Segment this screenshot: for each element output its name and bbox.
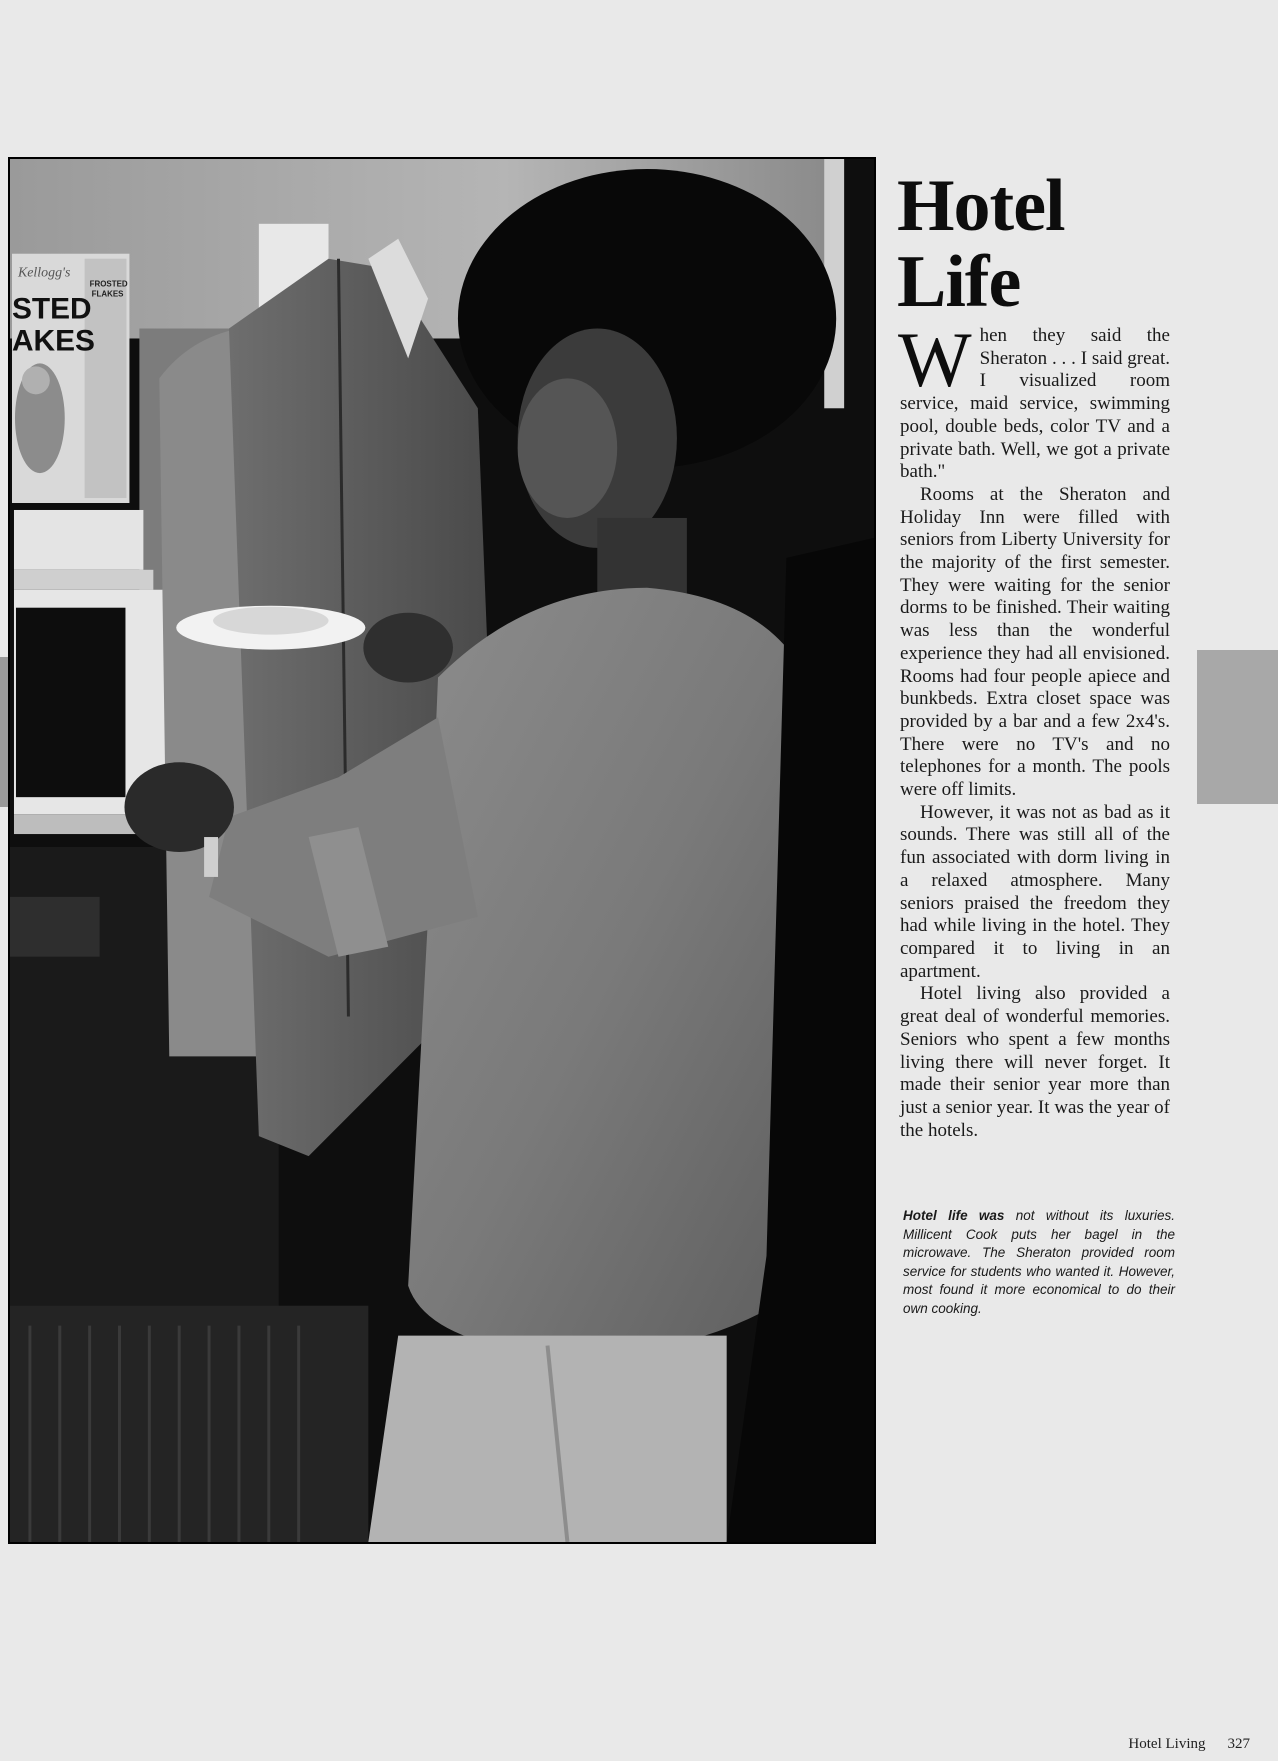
photo-caption bbox=[903, 1207, 1175, 1318]
paragraph-4: Hotel living also provided a great deal of wonderful memories. Seniors who spent a few months living there will never forget. It made their senior year more than just a senior year. It was the year of the hotels. bbox=[900, 983, 1170, 1141]
right-edge-tab bbox=[1197, 650, 1278, 804]
article-body bbox=[898, 316, 1170, 1142]
caption-lead: Hotel life was bbox=[903, 1208, 1005, 1223]
article-title bbox=[897, 165, 1177, 323]
cereal-name-bottom: AKES bbox=[11, 324, 95, 358]
footer-section: Hotel Living bbox=[1128, 1736, 1206, 1752]
hotel-room-photo bbox=[8, 157, 876, 1544]
paragraph-1-text: hen they said the Sheraton . . . I said great. I visualized room service, maid service, swimming pool, double beds, color TV and a private bath. Well, we got a private bath." bbox=[900, 325, 1170, 483]
cereal-side-label-2: FLAKES bbox=[91, 289, 124, 299]
title-line-1: Hotel bbox=[897, 165, 1065, 247]
cereal-side-label-1: FROSTED bbox=[89, 279, 128, 289]
paragraph-3: However, it was not as bad as it sounds. There was still all of the fun associated with dorm living in a relaxed atmosphere. Many seniors praised the freedom they had while living in the hotel. They compared it to living in an apartment. bbox=[900, 801, 1170, 982]
drop-cap: W bbox=[898, 316, 972, 403]
caption-text: not without its luxuries. Millicent Cook puts her bagel in the microwave. The Sheraton provided room service for students who wanted it. However, most found it more economical to do their own cooking. bbox=[903, 1208, 1175, 1316]
page-footer bbox=[1100, 1736, 1250, 1753]
page-number: 327 bbox=[1227, 1736, 1250, 1752]
paragraph-2: Rooms at the Sheraton and Holiday Inn were filled with seniors from Liberty University for the majority of the first semester. They were waiting for the senior dorms to be finished. Their waiting was less than the wonderful experience they had all envisioned. Rooms had four people apiece and bunkbeds. Extra closet space was provided by a bar and a few 2x4's. There were no TV's and no telephones for a month. The pools were off limits. bbox=[900, 483, 1170, 801]
cereal-box bbox=[12, 254, 129, 503]
paragraph-1 bbox=[898, 316, 1170, 484]
cereal-brand: Kellogg's bbox=[17, 265, 71, 281]
cereal-name-top: STED bbox=[11, 292, 92, 326]
title-line-2: Life bbox=[897, 241, 1021, 323]
